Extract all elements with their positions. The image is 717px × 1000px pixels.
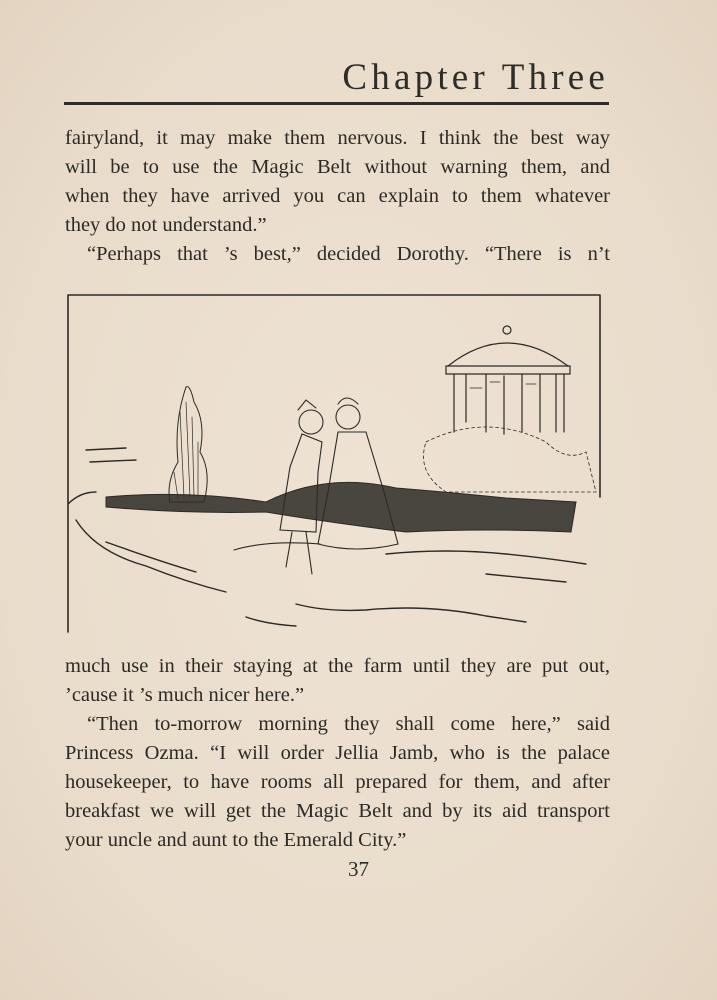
chapter-title: Chapter Three xyxy=(342,57,609,98)
text-line: “Perhaps that ’s best,” decided Dorothy. “There is n’t xyxy=(87,243,610,265)
illustration xyxy=(66,292,602,636)
text-line: breakfast we will get the Magic Belt and by its aid transport xyxy=(65,800,610,822)
text-line: housekeeper, to have rooms all prepared for them, and after xyxy=(65,771,610,793)
illustration-frame xyxy=(68,295,600,632)
title-rule xyxy=(64,102,609,105)
text-line: much use in their staying at the farm until they are put out, xyxy=(65,655,610,677)
text-line: fairyland, it may make them nervous. I think the best way xyxy=(65,127,610,149)
garden-path xyxy=(68,448,586,626)
temple-drawing xyxy=(446,326,570,434)
text-block-bottom xyxy=(65,652,610,855)
text-line: when they have arrived you can explain to them whatever xyxy=(65,185,610,207)
text-line: will be to use the Magic Belt without warning them, and xyxy=(65,156,610,178)
text-line: ’cause it ’s much nicer here.” xyxy=(65,684,305,706)
text-line: “Then to-morrow morning they shall come here,” said xyxy=(87,713,610,735)
text-line: Princess Ozma. “I will order Jellia Jamb, who is the palace xyxy=(65,742,610,764)
text-line: they do not understand.” xyxy=(65,214,267,236)
page-number: 37 xyxy=(348,857,369,881)
text-line: your uncle and aunt to the Emerald City.” xyxy=(65,829,407,851)
text-block-top xyxy=(65,124,610,269)
